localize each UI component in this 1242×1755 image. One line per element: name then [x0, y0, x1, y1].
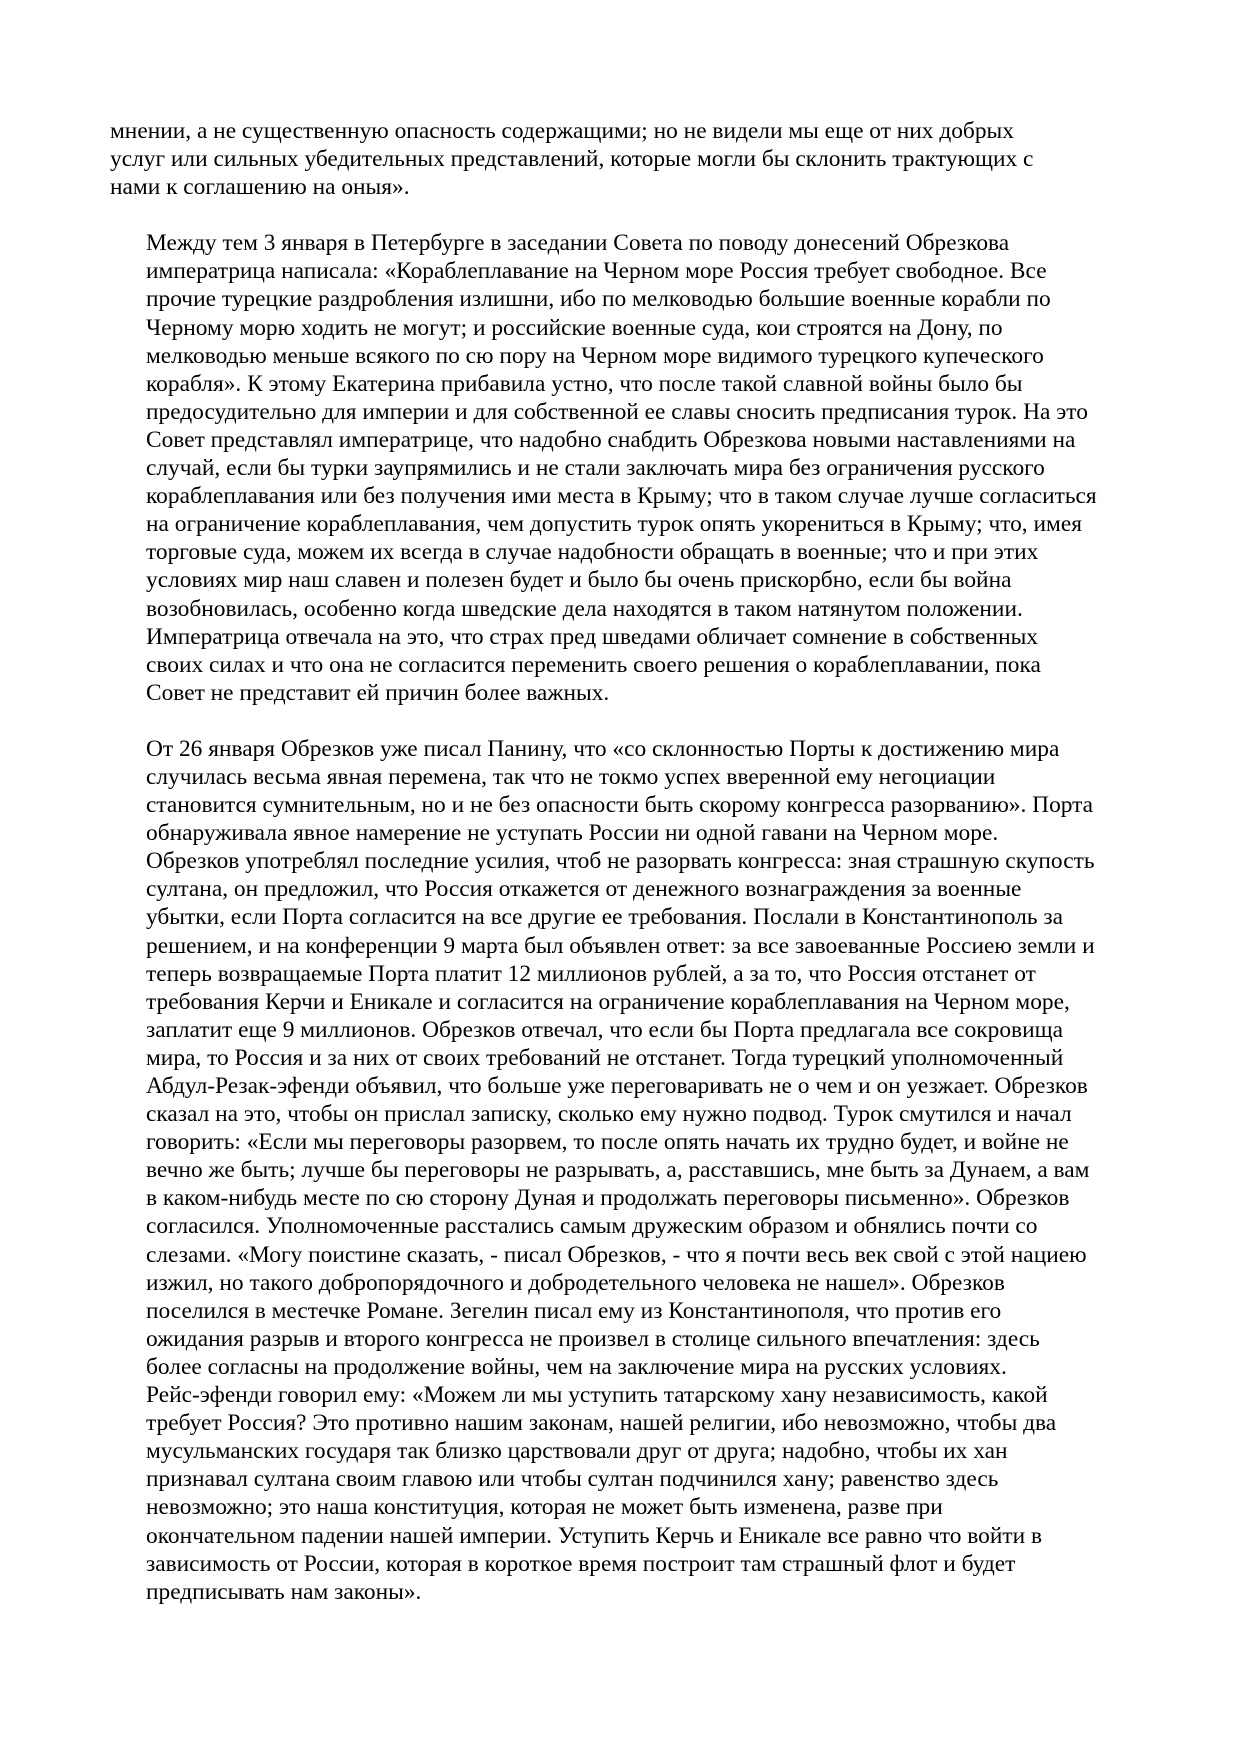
text-line: возобновилась, особенно когда шведские дела находятся в таком натянутом положении.: [146, 595, 1023, 622]
text-line: становится сумнительным, но и не без опасности быть скорому конгресса разорванию». Порта: [146, 792, 1094, 819]
text-line: изжил, но такого добропорядочного и добродетельного человека не нашел». Обрезков: [146, 1269, 1005, 1296]
text-line: От 26 января Обрезков уже писал Панину, что «со склонностью Порты к достижению мира: [146, 735, 1060, 762]
text-line: случай, если бы турки заупрямились и не стали заключать мира без ограничения русского: [146, 455, 1045, 482]
document-page: [110, 117, 1135, 1606]
text-line: поселился в местечке Романе. Зегелин писал ему из Константинополя, что против его: [146, 1297, 1002, 1324]
text-line: Императрица отвечала на это, что страх пред шведами обличает сомнение в собственных: [146, 623, 1039, 650]
text-line: предписывать нам законы».: [146, 1578, 422, 1605]
text-line: Совет не представит ей причин более важных.: [146, 679, 610, 706]
text-line: случилась весьма явная перемена, так что не токмо успех вверенной ему негоциации: [146, 763, 996, 790]
text-line: требования Керчи и Еникале и согласится на ограничение кораблеплавания на Черном море,: [146, 988, 1070, 1015]
text-line: ожидания разрыв и второго конгресса не произвел в столице сильного впечатления: здесь: [146, 1325, 1040, 1352]
text-line: сказал на это, чтобы он прислал записку, сколько ему нужно подвод. Турок смутился и начал: [146, 1101, 1072, 1128]
text-line: торговые суда, можем их всегда в случае надобности обращать в военные; что и при этих: [146, 539, 1039, 566]
text-line: окончательном падении нашей империи. Уступить Керчь и Еникале все равно что войти в: [146, 1522, 1042, 1549]
text-line: заплатит еще 9 миллионов. Обрезков отвечал, что если бы Порта предлагала все сокровища: [146, 1016, 1063, 1043]
text-line: в каком-нибудь месте по сю сторону Дуная и продолжать переговоры письменно». Обрезков: [146, 1185, 1070, 1212]
text-line: прочие турецкие раздробления излишни, ибо по мелководью большие военные корабли по: [146, 286, 1051, 313]
text-line: согласился. Уполномоченные расстались самым дружеским образом и обнялись почти со: [146, 1213, 1038, 1240]
text-line: Обрезков употреблял последние усилия, чтоб не разорвать конгресса: зная страшную скупость: [146, 848, 1095, 875]
text-line: Совет представлял императрице, что надобно снабдить Обрезкова новыми наставлениями на: [146, 426, 1076, 453]
text-line: Черному морю ходить не могут; и российские военные суда, кои строятся на Дону, по: [146, 314, 1003, 341]
text-line: решением, и на конференции 9 марта был объявлен ответ: за все завоеванные Россиею земли и: [146, 932, 1095, 959]
text-line: слезами. «Могу поистине сказать, - писал Обрезков, - что я почти весь век свой с этой нациею: [146, 1241, 1087, 1268]
text-line: теперь возвращаемые Порта платит 12 миллионов рублей, а за то, что Россия отстанет от: [146, 960, 1036, 987]
text-line: Абдул-Резак-эфенди объявил, что больше уже переговаривать не о чем и он уезжает. Обрезков: [146, 1073, 1088, 1099]
text-line: говорить: «Если мы переговоры разорвем, то после опять начать их трудно будет, и войне не: [146, 1129, 1069, 1156]
text-line: нами к соглашению на оныя».: [110, 174, 410, 201]
text-line: требует Россия? Это противно нашим законам, нашей религии, ибо невозможно, чтобы два: [146, 1410, 1057, 1437]
paragraph-3: [110, 735, 1135, 1606]
text-line: кораблеплавания или без получения ими места в Крыму; что в таком случае лучше согласиться: [146, 483, 1097, 510]
text-line: убытки, если Порта согласится на все другие ее требования. Послали в Константинополь за: [146, 904, 1063, 931]
text-line: на ограничение кораблеплавания, чем допустить турок опять укорениться в Крыму; что, имея: [146, 511, 1082, 538]
text-line: мелководью меньше всякого по сю пору на Черном море видимого турецкого купеческого: [146, 342, 1044, 369]
text-line: мусульманских государя так близко царствовали друг от друга; надобно, чтобы их хан: [146, 1438, 1008, 1465]
text-line: условиях мир наш славен и полезен будет и было бы очень прискорбно, если бы война: [146, 567, 1012, 594]
text-line: предосудительно для империи и для собственной ее славы сносить предписания турок. На это: [146, 398, 1088, 425]
text-line: корабля». К этому Екатерина прибавила устно, что после такой славной войны было бы: [146, 370, 1023, 397]
text-line: вечно же быть; лучше бы переговоры не разрывать, а, расставшись, мне быть за Дунаем, а вам: [146, 1157, 1090, 1184]
paragraph-1: [110, 117, 1135, 201]
text-line: признавал султана своим главою или чтобы султан подчинился хану; равенство здесь: [146, 1466, 999, 1493]
text-line: более согласны на продолжение войны, чем на заключение мира на русских условиях.: [146, 1353, 1007, 1380]
text-line: мира, то Россия и за них от своих требований не отстанет. Тогда турецкий уполномоченный: [146, 1044, 1064, 1071]
text-line: императрица написала: «Кораблеплавание на Черном море Россия требует свободное. Все: [146, 258, 1047, 285]
text-line: мнении, а не существенную опасность содержащими; но не видели мы еще от них добрых: [110, 118, 1014, 144]
paragraph-2: [110, 229, 1135, 707]
text-line: султана, он предложил, что Россия откажется от денежного вознаграждения за военные: [146, 876, 1022, 903]
text-line: Рейс-эфенди говорил ему: «Можем ли мы уступить татарскому хану независимость, какой: [146, 1382, 1048, 1409]
text-line: Между тем 3 января в Петербурге в заседании Совета по поводу донесений Обрезкова: [146, 230, 1010, 257]
text-line: обнаруживала явное намерение не уступать России ни одной гавани на Черном море.: [146, 820, 999, 847]
text-line: услуг или сильных убедительных представлений, которые могли бы склонить трактующих с: [110, 146, 1034, 173]
text-line: невозможно; это наша конституция, которая не может быть изменена, разве при: [146, 1494, 943, 1521]
text-line: своих силах и что она не согласится переменить своего решения о кораблеплавании, пока: [146, 651, 1041, 678]
text-line: зависимость от России, которая в короткое время построит там страшный флот и будет: [146, 1550, 1016, 1577]
